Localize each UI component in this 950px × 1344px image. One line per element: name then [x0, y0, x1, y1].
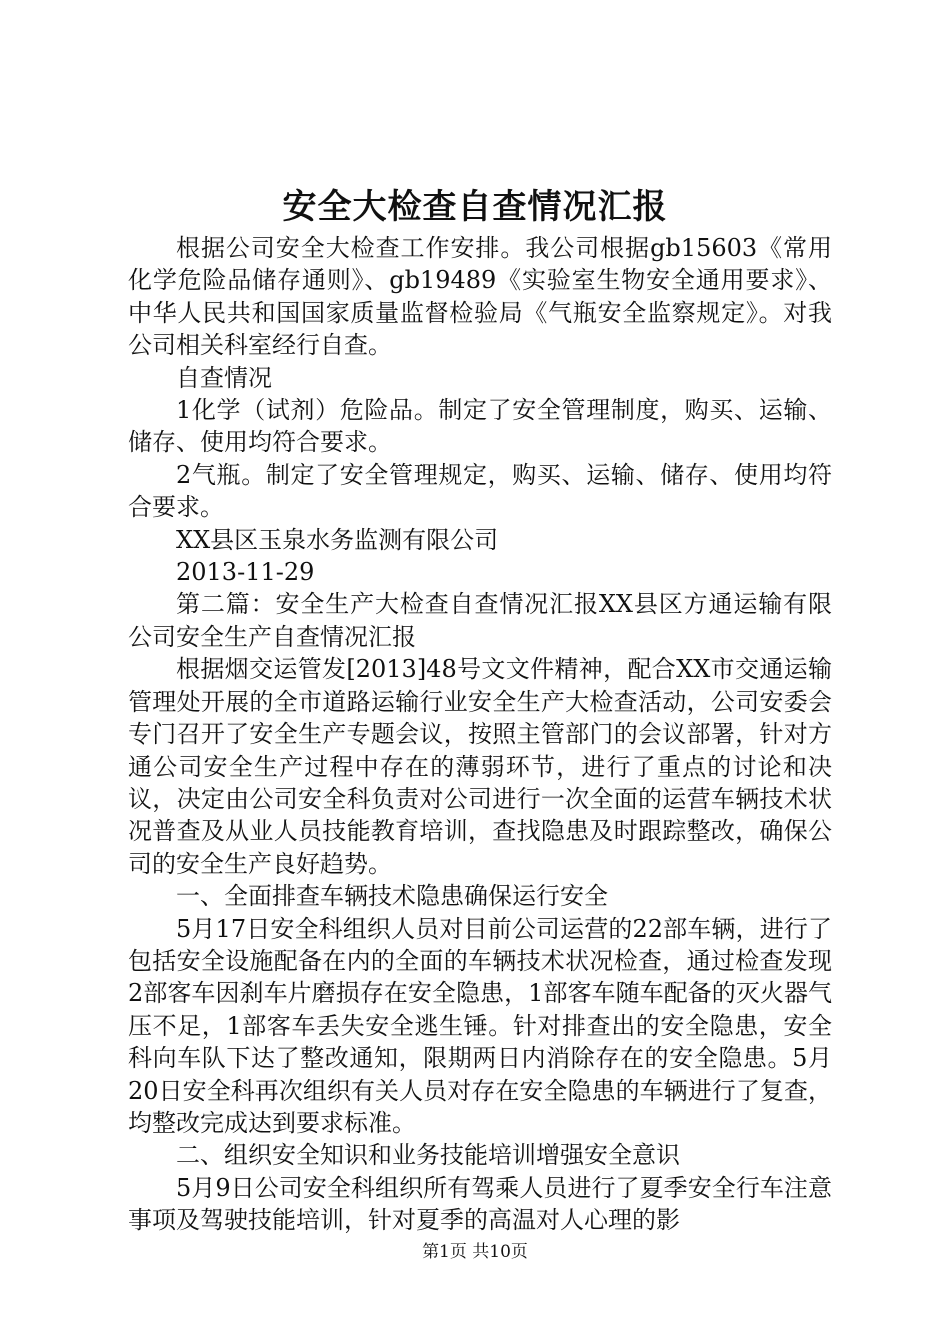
paragraph-date: 2013-11-29: [176, 558, 315, 587]
paragraph-gas-cylinders: 2气瓶。制定了安全管理规定，购买、运输、储存、使用均符合要求。: [128, 460, 832, 522]
section-heading-1: 一、全面排查车辆技术隐患确保运行安全: [176, 882, 608, 911]
section-heading-2: 二、组织安全知识和业务技能培训增强安全意识: [176, 1141, 680, 1170]
paragraph-training: 5月9日公司安全科组织所有驾乘人员进行了夏季安全行车注意事项及驾驶技能培训，针对夏季的高温对人心理的影: [128, 1173, 832, 1235]
paragraph-intro: 根据公司安全大检查工作安排。我公司根据gb15603《常用化学危险品储存通则》、gb19489《实验室生物安全通用要求》、中华人民共和国国家质量监督检验局《气瓶安全监察规定》。对我公司相关科室经行自查。: [128, 234, 832, 360]
paragraph-self-check-heading: 自查情况: [176, 363, 272, 392]
paragraph-company-signature: XX县区玉泉水务监测有限公司: [176, 525, 499, 554]
paragraph-vehicle-inspection: 5月17日安全科组织人员对目前公司运营的22部车辆，进行了包括安全设施配备在内的全面的车辆技术状况检查，通过检查发现2部客车因刹车片磨损存在安全隐患，1部客车随车配备的灭火器气压不足，1部客车丢失安全逃生锤。针对排查出的安全隐患，安全科向车队下达了整改通知，限期两日内消除存在的安全隐患。5月20日安全科再次组织有关人员对存在安全隐患的车辆进行了复查，均整改完成达到要求标准。: [128, 914, 832, 1137]
document-title: 安全大检查自查情况汇报: [282, 187, 668, 227]
paragraph-second-article-title: 第二篇：安全生产大检查自查情况汇报XX县区方通运输有限公司安全生产自查情况汇报: [128, 590, 832, 651]
paragraph-chemicals: 1化学（试剂）危险品。制定了安全管理制度，购买、运输、储存、使用均符合要求。: [128, 396, 832, 457]
document-body: [128, 232, 832, 1237]
paragraph-second-intro: 根据烟交运管发[2013]48号文文件精神，配合XX市交通运输管理处开展的全市道路运输行业安全生产大检查活动，公司安委会专门召开了安全生产专题会议，按照主管部门的会议部署，针对方通公司安全生产过程中存在的薄弱环节，进行了重点的讨论和决议，决定由公司安全科负责对公司进行一次全面的运营车辆技术状况普查及从业人员技能教育培训，查找隐患及时跟踪整改，确保公司的安全生产良好趋势。: [128, 655, 832, 878]
page-number: 第1页 共10页: [422, 1242, 528, 1262]
